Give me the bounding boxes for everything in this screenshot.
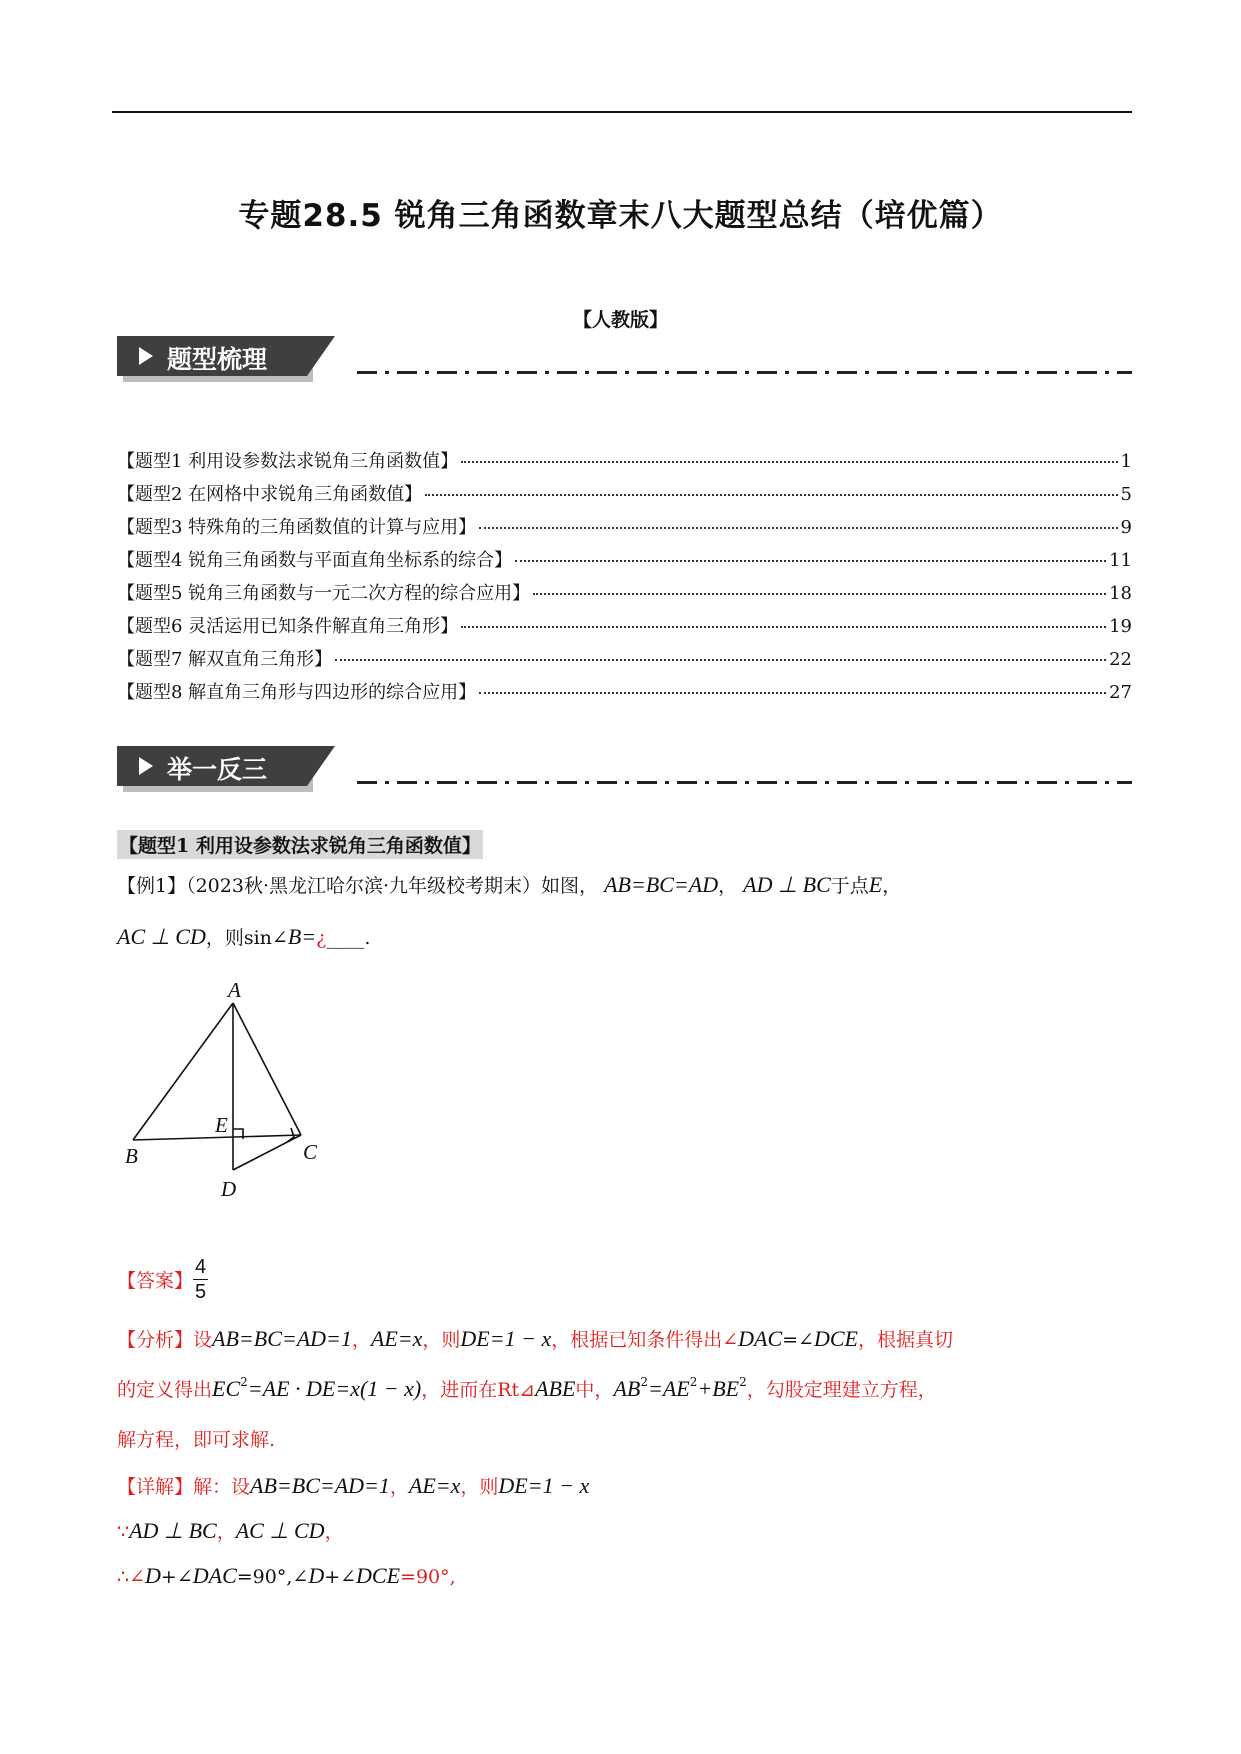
math-condition: AD ⊥ BC bbox=[743, 872, 831, 897]
segment-AC bbox=[233, 1003, 301, 1135]
toc-leader bbox=[533, 593, 1106, 595]
text-fragment: ，则 bbox=[460, 1476, 499, 1498]
toc-item-title: 【题型5 锐角三角函数与一元二次方程的综合应用】 bbox=[117, 583, 531, 604]
text-fragment: ，勾股定理建立方程， bbox=[746, 1379, 937, 1401]
toc-item-page: 19 bbox=[1109, 616, 1132, 637]
math-fragment: AB bbox=[613, 1376, 641, 1401]
math-fragment: =AE bbox=[647, 1376, 690, 1401]
math-fragment: D bbox=[308, 1563, 325, 1588]
toc-item[interactable] bbox=[117, 678, 1132, 711]
text-fragment: ， bbox=[351, 1329, 371, 1351]
math-fragment: AE=x bbox=[370, 1326, 423, 1351]
text-fragment: 中， bbox=[575, 1379, 614, 1401]
superscript: 2 bbox=[240, 1375, 248, 1389]
text-fragment: ，进而在Rt⊿ bbox=[421, 1379, 536, 1401]
because-symbol: ∵ bbox=[117, 1521, 130, 1543]
triangle-figure bbox=[125, 975, 355, 1200]
answer-fraction bbox=[193, 1255, 208, 1304]
label-E: E bbox=[215, 1113, 228, 1137]
math-fragment: AD ⊥ BC bbox=[129, 1518, 217, 1543]
superscript: 2 bbox=[689, 1375, 698, 1389]
table-of-contents bbox=[117, 447, 1132, 711]
toc-leader bbox=[461, 626, 1106, 628]
answer-blank: ____. bbox=[326, 927, 371, 949]
math-fragment: AE=x bbox=[408, 1473, 461, 1498]
detail-label: 【详解】 bbox=[117, 1476, 194, 1498]
text-fragment: +∠ bbox=[160, 1566, 193, 1588]
text-fragment: ， bbox=[216, 1521, 236, 1543]
label-D: D bbox=[221, 1177, 237, 1200]
math-fragment: EC bbox=[212, 1376, 241, 1401]
math-fragment: DE=1 − x bbox=[460, 1326, 552, 1351]
math-fragment: DCE bbox=[356, 1563, 401, 1588]
math-fragment: DE=1 − x bbox=[498, 1473, 590, 1498]
therefore-symbol: ∴∠ bbox=[117, 1566, 146, 1588]
analysis-line-1 bbox=[117, 1325, 953, 1352]
text-fragment: ，则sin∠ bbox=[205, 927, 288, 949]
text-fragment: ， bbox=[324, 1521, 344, 1543]
math-fragment: AB=BC=AD=1 bbox=[212, 1326, 352, 1351]
text-fragment: ，根据已知条件得出∠ bbox=[551, 1329, 739, 1351]
text-fragment: 设 bbox=[193, 1329, 213, 1351]
answer-line bbox=[117, 1255, 208, 1304]
dash-dot-rule bbox=[357, 781, 1132, 784]
example-line-1: 【例1】（2023秋·黑龙江哈尔滨·九年级校考期末）如图， AB=BC=AD， AD ⊥ BC于点E， bbox=[117, 872, 902, 897]
text-fragment: =90°,∠ bbox=[236, 1566, 309, 1588]
label-C: C bbox=[303, 1140, 318, 1164]
math-fragment: =AE · DE=x bbox=[247, 1376, 360, 1401]
toc-item-title: 【题型6 灵活运用已知条件解直角三角形】 bbox=[117, 616, 459, 637]
toc-item[interactable] bbox=[117, 480, 1132, 513]
text-fragment: 解：设 bbox=[193, 1476, 251, 1498]
toc-leader bbox=[479, 692, 1106, 694]
math-fragment: DAC bbox=[738, 1326, 783, 1351]
detail-line-1 bbox=[117, 1472, 589, 1499]
math-fragment: AB=BC=AD=1 bbox=[250, 1473, 390, 1498]
fraction-numerator: 4 bbox=[195, 1256, 207, 1278]
math-fragment: ABE bbox=[535, 1376, 576, 1401]
text-fragment: 于点 bbox=[830, 875, 869, 897]
example-label: 【例1】 bbox=[117, 875, 187, 897]
section-banner-practice bbox=[117, 746, 1132, 790]
page-title: 专题28.5 锐角三角函数章末八大题型总结（培优篇） bbox=[238, 198, 1003, 234]
math-fragment: D bbox=[145, 1563, 161, 1588]
text-fragment: =90°, bbox=[400, 1566, 456, 1588]
text-fragment: ， bbox=[389, 1476, 409, 1498]
section-banner-overview bbox=[117, 336, 1132, 380]
header-rule bbox=[112, 111, 1132, 113]
math-fragment: DCE bbox=[813, 1326, 858, 1351]
math-fragment: B= bbox=[287, 924, 317, 949]
toc-leader bbox=[479, 527, 1117, 529]
toc-item-page: 18 bbox=[1109, 583, 1132, 604]
section-label: 题型梳理 bbox=[167, 345, 268, 374]
toc-item-page: 27 bbox=[1109, 682, 1132, 703]
superscript: 2 bbox=[640, 1375, 648, 1389]
toc-item-title: 【题型4 锐角三角函数与平面直角坐标系的综合】 bbox=[117, 550, 513, 571]
toc-item[interactable] bbox=[117, 645, 1132, 678]
text-fragment: ，根据真切 bbox=[857, 1329, 953, 1351]
analysis-line-2 bbox=[117, 1375, 937, 1402]
math-fragment: (1 − x) bbox=[359, 1376, 422, 1401]
fraction-denominator: 5 bbox=[195, 1281, 207, 1303]
toc-item-page: 11 bbox=[1109, 550, 1132, 571]
toc-item[interactable] bbox=[117, 513, 1132, 546]
toc-leader bbox=[425, 494, 1117, 496]
text-fragment: +∠ bbox=[324, 1566, 357, 1588]
toc-item[interactable] bbox=[117, 546, 1132, 579]
text-fragment: =∠ bbox=[782, 1329, 814, 1351]
play-triangle-icon bbox=[139, 347, 153, 365]
problem-type-heading: 【题型1 利用设参数法求锐角三角函数值】 bbox=[117, 830, 483, 859]
detail-line-3 bbox=[117, 1563, 456, 1589]
toc-item[interactable] bbox=[117, 447, 1132, 480]
math-fragment: AC ⊥ CD bbox=[235, 1518, 325, 1543]
label-B: B bbox=[125, 1144, 138, 1168]
toc-item-title: 【题型3 特殊角的三角函数值的计算与应用】 bbox=[117, 517, 477, 538]
answer-label: 【答案】 bbox=[117, 1270, 194, 1292]
toc-leader bbox=[515, 560, 1106, 562]
text-fragment: 的定义得出 bbox=[117, 1379, 213, 1401]
math-condition: AB=BC=AD bbox=[604, 872, 719, 897]
dash-dot-rule bbox=[357, 371, 1132, 374]
superscript: 2 bbox=[739, 1375, 747, 1389]
toc-item-page: 9 bbox=[1120, 517, 1132, 538]
text-fragment: ，则 bbox=[422, 1329, 461, 1351]
toc-item[interactable] bbox=[117, 579, 1132, 612]
toc-item-title: 【题型2 在网格中求锐角三角函数值】 bbox=[117, 484, 423, 505]
toc-leader bbox=[461, 461, 1117, 463]
play-triangle-icon bbox=[139, 757, 153, 775]
toc-item-page: 1 bbox=[1120, 451, 1132, 472]
example-source: （2023秋·黑龙江哈尔滨·九年级校考期末）如图， bbox=[186, 875, 599, 897]
toc-leader bbox=[335, 659, 1106, 661]
edition-label: 【人教版】 bbox=[572, 309, 668, 331]
toc-item[interactable] bbox=[117, 612, 1132, 645]
detail-line-2 bbox=[117, 1517, 344, 1544]
math-fragment: +BE bbox=[697, 1376, 740, 1401]
example-line-2 bbox=[117, 923, 370, 950]
toc-item-page: 5 bbox=[1120, 484, 1132, 505]
toc-item-title: 【题型1 利用设参数法求锐角三角函数值】 bbox=[117, 451, 459, 472]
toc-item-page: 22 bbox=[1109, 649, 1132, 670]
analysis-label: 【分析】 bbox=[117, 1329, 194, 1351]
math-fragment: DAC bbox=[192, 1563, 237, 1588]
section-label: 举一反三 bbox=[167, 755, 268, 784]
toc-item-title: 【题型7 解双直角三角形】 bbox=[117, 649, 333, 670]
label-A: A bbox=[228, 978, 241, 1002]
error-glyph: ¿ bbox=[316, 927, 327, 949]
toc-item-title: 【题型8 解直角三角形与四边形的综合应用】 bbox=[117, 682, 477, 703]
math-condition: AC ⊥ CD bbox=[117, 924, 206, 949]
math-point: E bbox=[868, 872, 883, 897]
analysis-line-3: 解方程，即可求解. bbox=[117, 1429, 276, 1451]
